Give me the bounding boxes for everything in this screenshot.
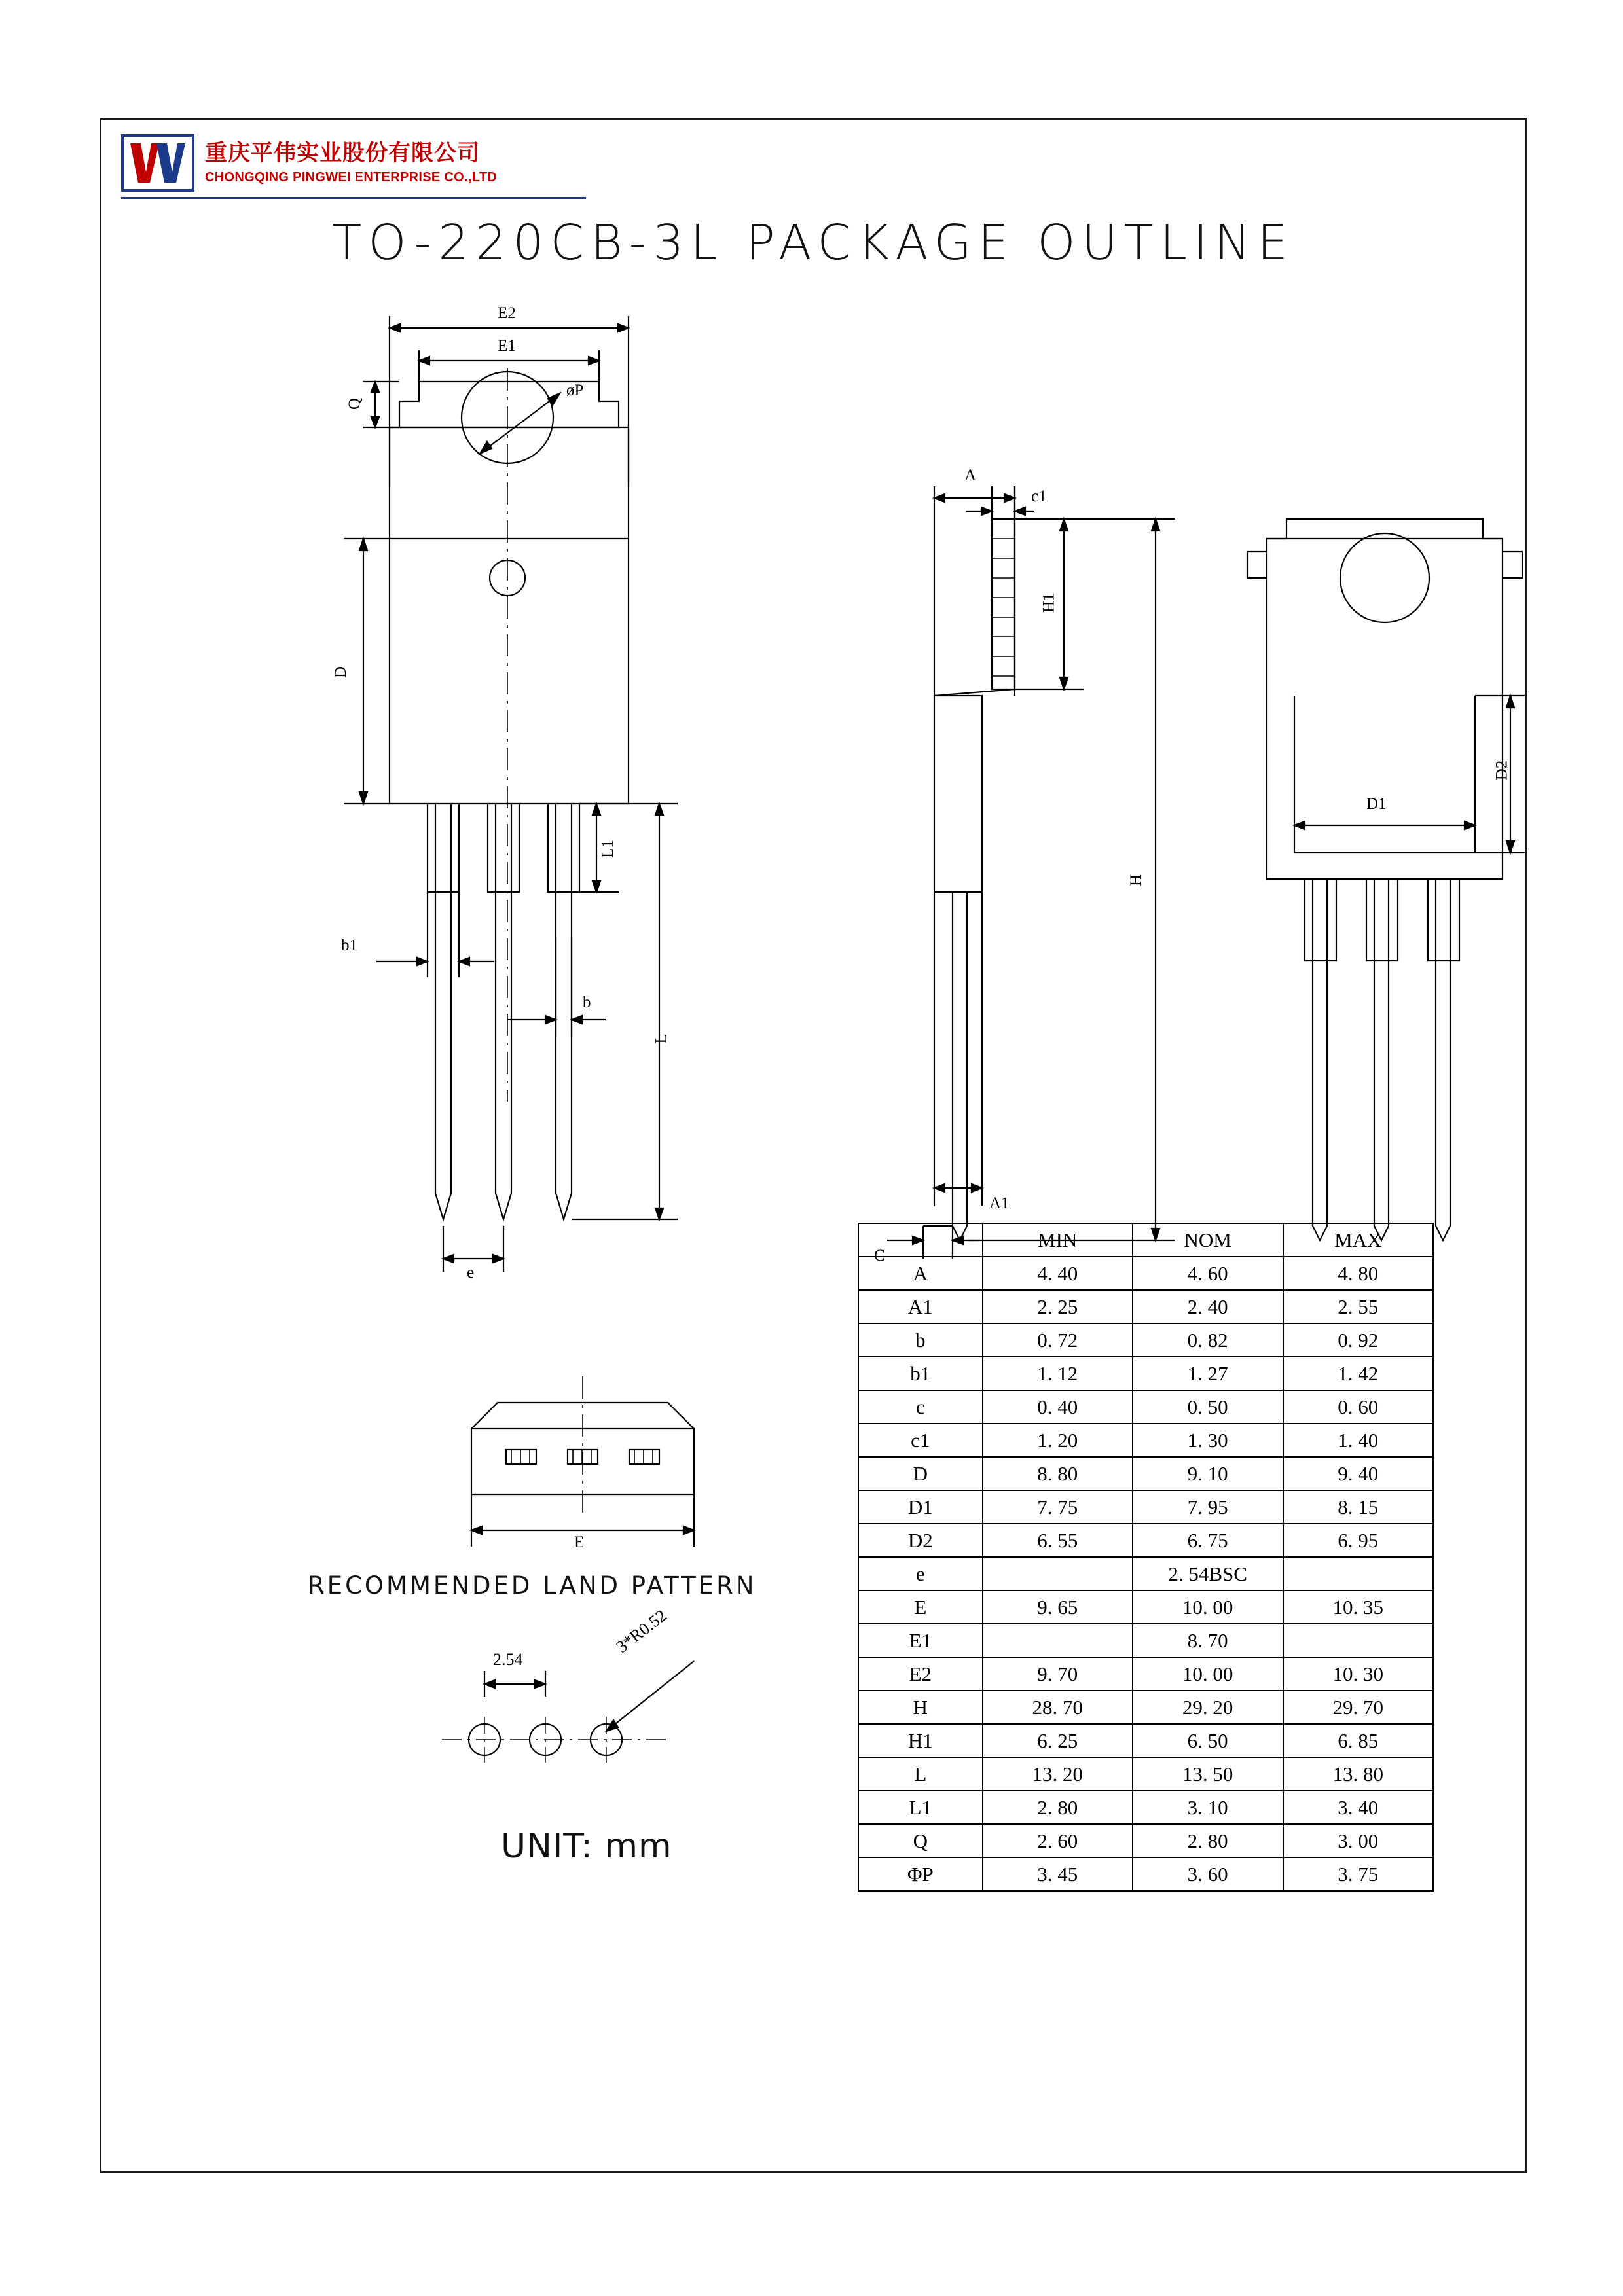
table-row — [858, 1257, 1433, 1290]
cell-min: 9. 70 — [983, 1657, 1133, 1691]
cell-max: 6. 95 — [1283, 1524, 1433, 1557]
label-d: D — [332, 666, 350, 679]
cell-max: 0. 60 — [1283, 1390, 1433, 1424]
col-max: MAX — [1283, 1223, 1433, 1257]
cell-nom: 4. 60 — [1133, 1257, 1283, 1290]
cell-min: 28. 70 — [983, 1691, 1133, 1724]
table-row — [858, 1290, 1433, 1323]
cell-max: 3. 75 — [1283, 1857, 1433, 1891]
cell-nom: 0. 82 — [1133, 1323, 1283, 1357]
label-h1: H1 — [1040, 592, 1058, 613]
label-l1: L1 — [598, 840, 617, 858]
label-h: H — [1127, 874, 1146, 887]
table-row — [858, 1323, 1433, 1357]
label-b1: b1 — [341, 937, 357, 954]
cell-min: 1. 20 — [983, 1424, 1133, 1457]
cell-symbol: b1 — [858, 1357, 983, 1390]
cell-symbol: E1 — [858, 1624, 983, 1657]
cell-nom: 6. 75 — [1133, 1524, 1283, 1557]
cell-min: 8. 80 — [983, 1457, 1133, 1490]
cell-symbol: L1 — [858, 1791, 983, 1824]
table-row — [858, 1490, 1433, 1524]
cell-min: 7. 75 — [983, 1490, 1133, 1524]
cell-max: 13. 80 — [1283, 1757, 1433, 1791]
page-title: TO-220CB-3L PACKAGE OUTLINE — [332, 215, 1294, 271]
cell-max: 2. 55 — [1283, 1290, 1433, 1323]
cell-min — [983, 1557, 1133, 1590]
table-row — [858, 1424, 1433, 1457]
label-e2: E2 — [498, 304, 516, 322]
label-l: L — [652, 1033, 670, 1044]
label-a: A — [964, 467, 977, 484]
cell-min: 0. 72 — [983, 1323, 1133, 1357]
cell-max: 0. 92 — [1283, 1323, 1433, 1357]
cell-min: 1. 12 — [983, 1357, 1133, 1390]
cell-nom: 2. 54BSC — [1133, 1557, 1283, 1590]
label-d1: D1 — [1366, 795, 1387, 813]
cell-nom: 0. 50 — [1133, 1390, 1283, 1424]
label-d2: D2 — [1493, 760, 1511, 781]
col-nom: NOM — [1133, 1223, 1283, 1257]
cell-min: 0. 40 — [983, 1390, 1133, 1424]
company-name-cn: 重庆平伟实业股份有限公司 — [205, 139, 480, 166]
pingwei-logo-icon — [121, 134, 194, 192]
cell-symbol: D — [858, 1457, 983, 1490]
cell-min: 9. 65 — [983, 1590, 1133, 1624]
table-row — [858, 1757, 1433, 1791]
cell-nom: 2. 40 — [1133, 1290, 1283, 1323]
land-pattern-title: RECOMMENDED LAND PATTERN — [308, 1571, 757, 1600]
cell-symbol: L — [858, 1757, 983, 1791]
cell-nom: 8. 70 — [1133, 1624, 1283, 1657]
sheet-header — [121, 134, 497, 192]
unit-note: UNIT: mm — [501, 1827, 672, 1866]
cell-nom: 3. 10 — [1133, 1791, 1283, 1824]
cell-max: 9. 40 — [1283, 1457, 1433, 1490]
label-b: b — [583, 994, 591, 1011]
table-header-row — [858, 1223, 1433, 1257]
cell-max: 1. 40 — [1283, 1424, 1433, 1457]
cell-min — [983, 1624, 1133, 1657]
cell-symbol: Q — [858, 1824, 983, 1857]
table-row — [858, 1824, 1433, 1857]
cell-nom: 13. 50 — [1133, 1757, 1283, 1791]
cell-nom: 10. 00 — [1133, 1657, 1283, 1691]
cell-symbol: H1 — [858, 1724, 983, 1757]
cell-nom: 1. 30 — [1133, 1424, 1283, 1457]
table-row — [858, 1691, 1433, 1724]
cell-symbol: E2 — [858, 1657, 983, 1691]
cell-min: 2. 25 — [983, 1290, 1133, 1323]
table-row — [858, 1657, 1433, 1691]
cell-min: 2. 60 — [983, 1824, 1133, 1857]
label-phi-p: øP — [566, 382, 584, 399]
table-row — [858, 1624, 1433, 1657]
cell-nom: 10. 00 — [1133, 1590, 1283, 1624]
header-divider — [121, 197, 586, 199]
col-symbol — [858, 1223, 983, 1257]
cell-symbol: D2 — [858, 1524, 983, 1557]
cell-nom: 9. 10 — [1133, 1457, 1283, 1490]
cell-max — [1283, 1557, 1433, 1590]
cell-min: 6. 55 — [983, 1524, 1133, 1557]
cell-max: 29. 70 — [1283, 1691, 1433, 1724]
label-land-radius: 3*R0.52 — [612, 1605, 670, 1657]
company-name-en: CHONGQING PINGWEI ENTERPRISE CO.,LTD — [205, 170, 498, 185]
cell-symbol: A1 — [858, 1290, 983, 1323]
cell-nom: 7. 95 — [1133, 1490, 1283, 1524]
label-land-pitch: 2.54 — [493, 1650, 523, 1669]
table-row — [858, 1590, 1433, 1624]
cell-symbol: b — [858, 1323, 983, 1357]
label-e-width: E — [574, 1534, 585, 1551]
label-c: C — [874, 1247, 885, 1265]
cell-max: 1. 42 — [1283, 1357, 1433, 1390]
cell-max — [1283, 1624, 1433, 1657]
table-row — [858, 1524, 1433, 1557]
cell-max: 6. 85 — [1283, 1724, 1433, 1757]
cell-symbol: ΦP — [858, 1857, 983, 1891]
table-row — [858, 1457, 1433, 1490]
cell-nom: 2. 80 — [1133, 1824, 1283, 1857]
label-c1: c1 — [1031, 488, 1047, 505]
cell-symbol: H — [858, 1691, 983, 1724]
label-e1: E1 — [498, 337, 516, 355]
label-q: Q — [346, 397, 364, 410]
cell-nom: 1. 27 — [1133, 1357, 1283, 1390]
cell-max: 10. 35 — [1283, 1590, 1433, 1624]
cell-max: 3. 00 — [1283, 1824, 1433, 1857]
table-row — [858, 1390, 1433, 1424]
cell-nom: 29. 20 — [1133, 1691, 1283, 1724]
label-a1: A1 — [989, 1194, 1010, 1212]
col-min: MIN — [983, 1223, 1133, 1257]
drawing-sheet — [100, 118, 1527, 2173]
label-e-pitch: e — [467, 1264, 475, 1282]
cell-max: 8. 15 — [1283, 1490, 1433, 1524]
table-row — [858, 1857, 1433, 1891]
table-row — [858, 1791, 1433, 1824]
cell-symbol: E — [858, 1590, 983, 1624]
cell-min: 3. 45 — [983, 1857, 1133, 1891]
cell-max: 3. 40 — [1283, 1791, 1433, 1824]
table-row — [858, 1724, 1433, 1757]
table-row — [858, 1557, 1433, 1590]
cell-min: 13. 20 — [983, 1757, 1133, 1791]
cell-nom: 3. 60 — [1133, 1857, 1283, 1891]
cell-min: 4. 40 — [983, 1257, 1133, 1290]
cell-symbol: A — [858, 1257, 983, 1290]
cell-symbol: c1 — [858, 1424, 983, 1457]
cell-symbol: D1 — [858, 1490, 983, 1524]
cell-max: 4. 80 — [1283, 1257, 1433, 1290]
table-row — [858, 1357, 1433, 1390]
cell-symbol: e — [858, 1557, 983, 1590]
cell-min: 6. 25 — [983, 1724, 1133, 1757]
cell-nom: 6. 50 — [1133, 1724, 1283, 1757]
cell-symbol: c — [858, 1390, 983, 1424]
cell-max: 10. 30 — [1283, 1657, 1433, 1691]
cell-min: 2. 80 — [983, 1791, 1133, 1824]
dimension-table — [858, 1223, 1434, 1892]
